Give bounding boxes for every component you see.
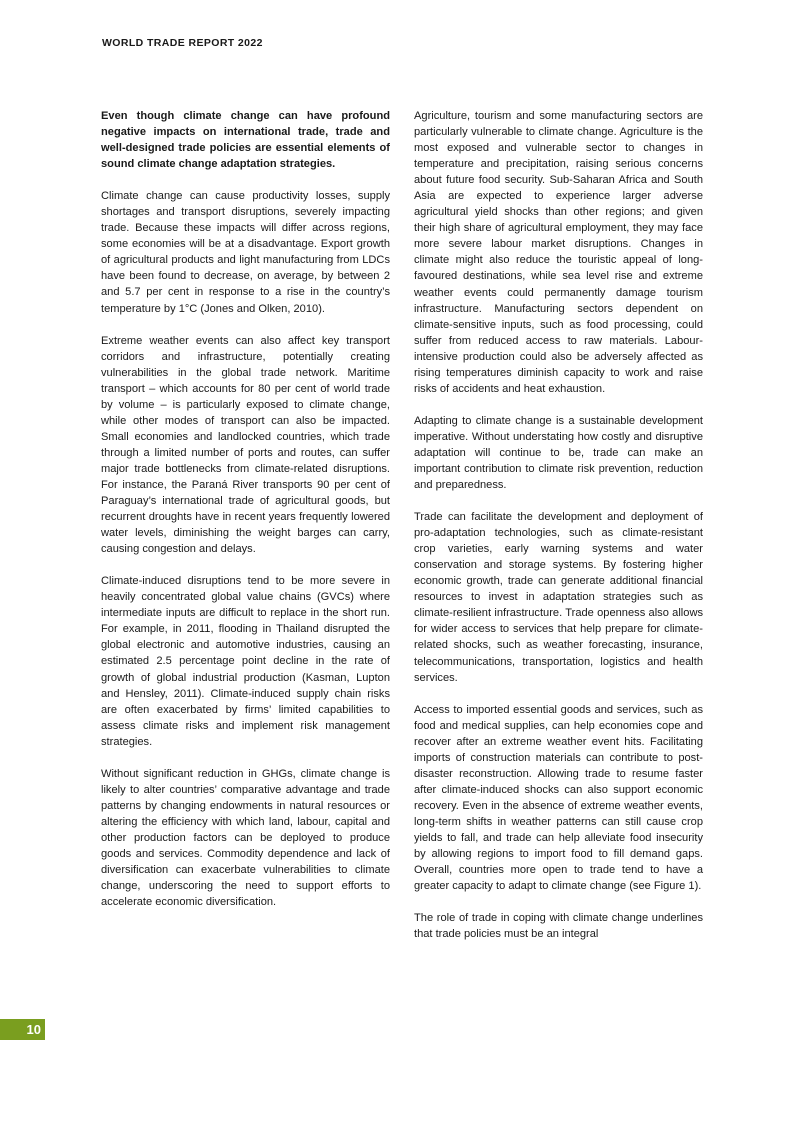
- running-header: WORLD TRADE REPORT 2022: [102, 37, 263, 49]
- right-column: [414, 108, 703, 958]
- body-paragraph: Extreme weather events can also affect key transport corridors and infrastructure, potentially creating vulnerabilities in the global trade network. Maritime transport – which accounts for 80 per cent of world trade by volume – is particularly exposed to climate change, while other modes of transport can also be impacted. Small economies and landlocked countries, which trade through a limited number of ports and routes, can suffer major trade bottlenecks from climate-related disruptions. For instance, the Paraná River transports 90 per cent of Paraguay’s international trade of agricultural goods, but recurrent droughts have in recent years frequently lowered water levels, diminishing the weight barges can carry, causing congestion and delays.: [101, 334, 390, 556]
- body-paragraph: Without significant reduction in GHGs, climate change is likely to alter countries’ comparative advantage and trade patterns by changing endowments in natural resources or altering the efficiency with which land, labour, capital and other production factors can be deployed to produce goods and services. Commodity dependence and lack of diversification can exacerbate vulnerabilities to climate change, underscoring the need to support efforts to accelerate economic diversification.: [101, 767, 390, 909]
- body-paragraph: Climate-induced disruptions tend to be more severe in heavily concentrated global value chains (GVCs) where intermediate inputs are difficult to replace in the short run. For example, in 2011, flooding in Thailand disrupted the global electronic and automotive industries, causing an estimated 2.5 percentage point decline in the rate of growth of global industrial production (Kasman, Lupton and Hensley, 2011). Climate-induced supply chain risks are often exacerbated by firms’ limited capabilities to assess climate risks and implement risk management strategies.: [101, 575, 390, 748]
- body-paragraph: Climate change can cause productivity losses, supply shortages and transport disruptions, severely impacting trade. Because these impacts will differ across regions, some economies will be at a disadvantage. Export growth of agricultural products and light manufacturing from LDCs have been found to decrease, on average, by between 2 and 5.7 per cent in response to a rise in the country’s temperature by 1°C (Jones and Olken, 2010).: [101, 190, 390, 315]
- page-number-badge: 10: [0, 1019, 45, 1040]
- left-column: [101, 108, 390, 926]
- lead-paragraph: Even though climate change can have profound negative impacts on international trade, trade and well-designed trade policies are essential elements of sound climate change adaptation strategies.: [101, 110, 390, 171]
- body-paragraph: Agriculture, tourism and some manufacturing sectors are particularly vulnerable to climate change. Agriculture is the most exposed and vulnerable sector to changes in temperature and precipitation, raising serious concerns about future food security. Sub-Saharan Africa and South Asia are expected to experience larger adverse agricultural yield shocks than other regions; and given their high share of agricultural employment, they may face more severe labour market disruptions. Changes in climate might also reduce the touristic appeal of long-favoured destinations, while sea level rise and extreme weather events could permanently damage tourism infrastructure. Manufacturing sectors dependent on climate-sensitive inputs, such as food processing, could suffer from reduced access to raw materials. Labour-intensive production could also be adversely affected as rising temperatures diminish capacity to work and raise risks of accidents and heat exhaustion.: [414, 110, 703, 395]
- body-paragraph: The role of trade in coping with climate change underlines that trade policies must be an integral: [414, 912, 703, 941]
- body-paragraph: Trade can facilitate the development and deployment of pro-adaptation technologies, such as climate-resistant crop varieties, early warning systems and water conservation and storage systems. By fostering higher economic growth, trade can generate additional financial resources to invest in adaptation strategies such as climate-resilient infrastructure. Trade openness also allows for wider access to services that help prepare for climate-related shocks, such as weather forecasting, insurance, telecommunications, transportation, logistics and health services.: [414, 511, 703, 684]
- body-paragraph: Access to imported essential goods and services, such as food and medical supplies, can help economies cope and recover after an extreme weather event hits. Facilitating imports of construction materials can contribute to post-disaster reconstruction. Allowing trade to resume faster after climate-induced shocks can also support economic recovery. Even in the absence of extreme weather events, long-term shifts in weather patterns can still cause crop yields to fall, and trade can help alleviate food insecurity by allowing regions to import food to fill demand gaps. Overall, countries more open to trade tend to have a greater capacity to adapt to climate change (see Figure 1).: [414, 703, 703, 893]
- body-paragraph: Adapting to climate change is a sustainable development imperative. Without understating how costly and disruptive adaptation will continue to be, trade can make an important contribution to climate risk prevention, reduction and preparedness.: [414, 414, 703, 492]
